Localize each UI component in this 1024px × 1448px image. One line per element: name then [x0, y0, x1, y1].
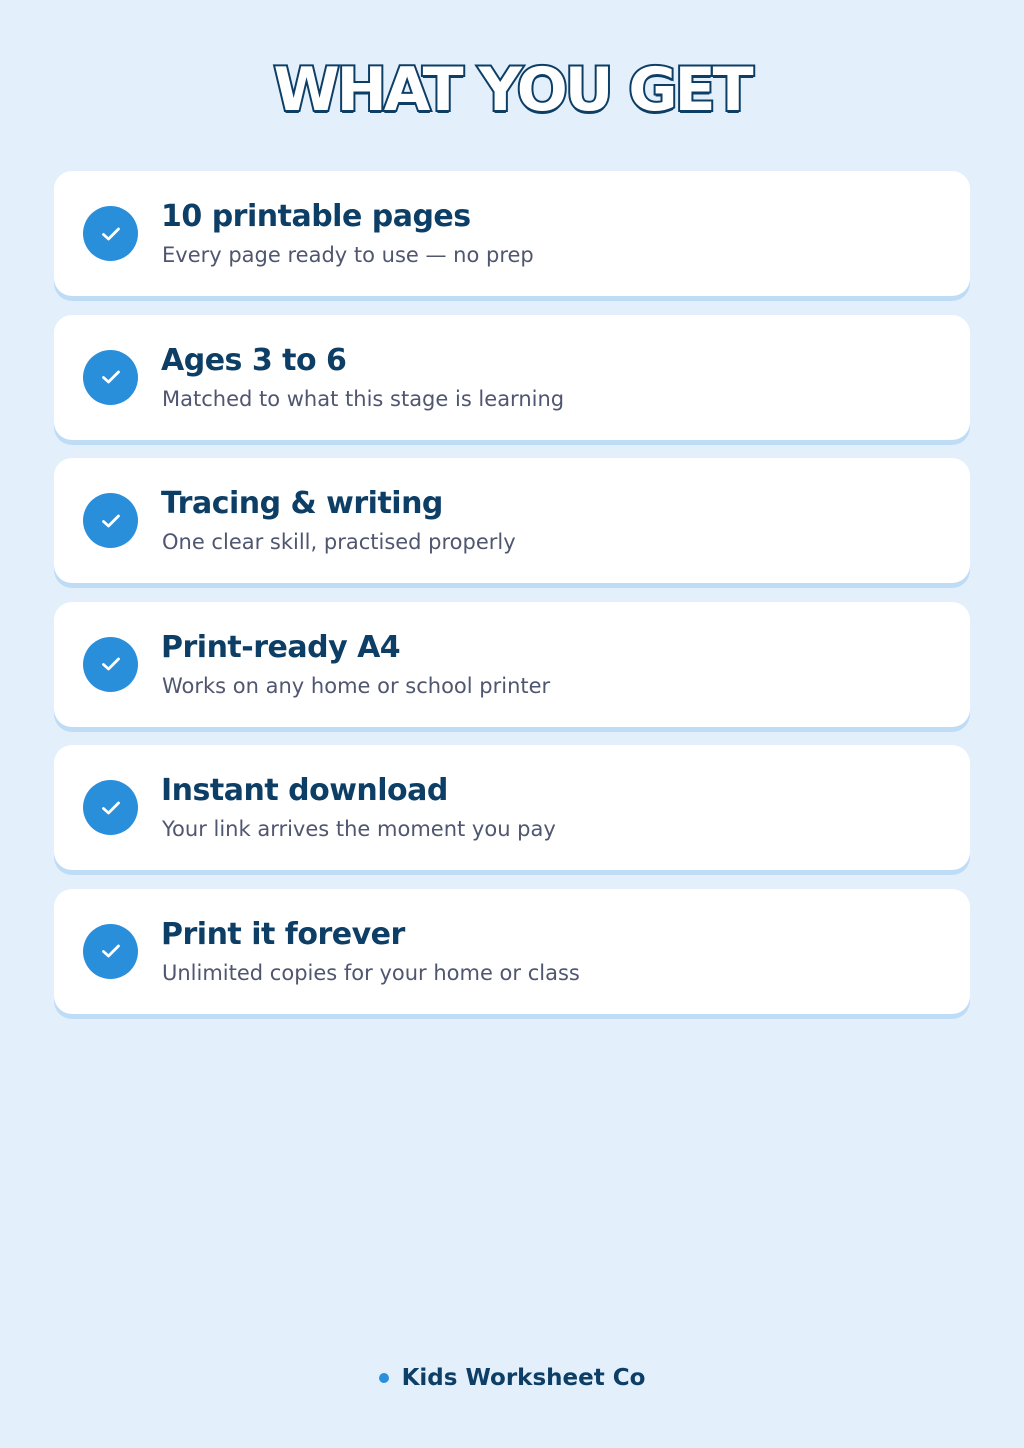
bullet-dot-icon [379, 1373, 389, 1383]
benefit-card [54, 171, 970, 296]
benefit-description: Works on any home or school printer [162, 673, 551, 698]
footer-brand [0, 1362, 1024, 1394]
benefit-title: 10 printable pages [161, 199, 471, 234]
benefit-card [54, 889, 970, 1014]
benefit-description: Unlimited copies for your home or class [162, 960, 580, 985]
benefit-card [54, 315, 970, 440]
page-title: WHAT YOU GET [273, 55, 751, 125]
benefit-title: Tracing & writing [161, 486, 443, 521]
benefit-description: Matched to what this stage is learning [162, 386, 565, 411]
benefit-card [54, 745, 970, 870]
benefit-description: Every page ready to use — no prep [162, 243, 534, 267]
check-icon [83, 493, 138, 548]
benefit-description: Your link arrives the moment you pay [162, 817, 556, 841]
check-icon [83, 637, 138, 692]
check-icon [83, 780, 138, 835]
benefit-title: Print it forever [161, 916, 405, 952]
benefit-card [54, 458, 970, 583]
check-icon [83, 924, 138, 979]
check-icon [83, 206, 138, 261]
benefit-title: Ages 3 to 6 [161, 342, 347, 378]
benefit-title: Print-ready A4 [161, 629, 401, 665]
benefit-list [54, 171, 970, 1032]
benefit-card [54, 602, 970, 727]
brand-name: Kids Worksheet Co [401, 1365, 646, 1391]
benefit-description: One clear skill, practised properly [162, 530, 516, 554]
benefit-title: Instant download [161, 773, 448, 808]
check-icon [83, 350, 138, 405]
